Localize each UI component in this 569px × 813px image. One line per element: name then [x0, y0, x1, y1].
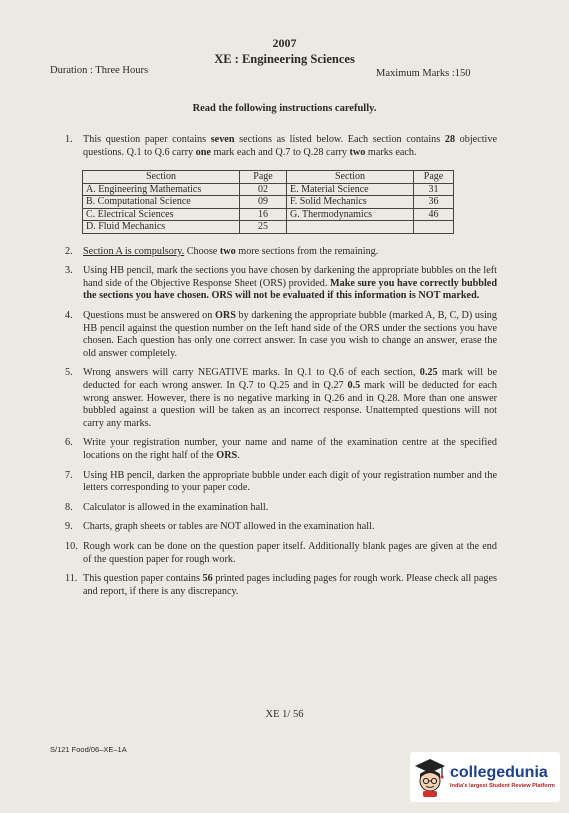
instruction-11: 11. This question paper contains 56 printed pages including pages for rough work. Please check all pages and report, if there is any discrepancy. — [65, 573, 497, 597]
table-cell: 09 — [240, 196, 287, 209]
table-cell: C. Electrical Sciences — [83, 208, 240, 221]
table-header: Section — [287, 171, 414, 184]
collegedunia-watermark — [410, 752, 560, 802]
table-cell: 31 — [414, 183, 454, 196]
sections-table — [82, 170, 454, 234]
brand-tagline: India's largest Student Review Platform — [450, 783, 555, 789]
table-row — [83, 208, 454, 221]
table-cell — [287, 221, 414, 234]
exam-subject: XE : Engineering Sciences — [214, 52, 355, 66]
instruction-5: 5. Wrong answers will carry NEGATIVE marks. In Q.1 to Q.6 of each section, 0.25 mark will be deducted for each wrong answer. In Q.7 to Q.25 and in Q.27 0.5 mark will be deducted for each wrong answer. However, there is no negative marking in Q.26 and in Q.28. More than one answer bubbled against a question will be taken as an incorrect response. Unattempted questions will not carry any marks. — [65, 367, 497, 429]
table-header: Page — [240, 171, 287, 184]
instruction-7: 7. Using HB pencil, darken the appropriate bubble under each digit of your registration number and the letters corresponding to your paper code. — [65, 469, 497, 494]
table-row — [83, 183, 454, 196]
page-number: XE 1/ 56 — [265, 709, 304, 720]
table-cell: D. Fluid Mechanics — [83, 221, 240, 234]
student-mascot-icon — [413, 756, 447, 798]
table-cell: 16 — [240, 208, 287, 221]
instructions-list — [65, 134, 497, 605]
exam-year: 2007 — [272, 36, 297, 50]
table-cell: 02 — [240, 183, 287, 196]
instruction-9: 9. Charts, graph sheets or tables are NOT allowed in the examination hall. — [65, 521, 375, 533]
print-code: S/121 Food/06–XE–1A — [50, 745, 127, 754]
exam-duration: Duration : Three Hours — [50, 65, 149, 76]
instruction-1: 1. This question paper contains seven sections as listed below. Each section contains 28 objective questions. Q.1 to Q.6 carry one mark each and Q.7 to Q.28 carry two marks each. — [65, 134, 497, 158]
table-header-row — [83, 171, 454, 184]
table-row — [83, 196, 454, 209]
table-cell: 36 — [414, 196, 454, 209]
maximum-marks: Maximum Marks :150 — [376, 68, 471, 79]
table-cell — [414, 221, 454, 234]
table-row — [83, 221, 454, 234]
instruction-8: 8. Calculator is allowed in the examination hall. — [65, 501, 269, 513]
table-cell: F. Solid Mechanics — [287, 196, 414, 209]
instructions-heading: Read the following instructions carefully. — [192, 103, 377, 114]
table-header: Section — [83, 171, 240, 184]
table-cell: 46 — [414, 208, 454, 221]
instruction-2: 2. Section A is compulsory. Choose two more sections from the remaining. — [65, 245, 379, 257]
sections-table-wrapper — [65, 163, 497, 234]
brand-name: collegedunia — [450, 764, 548, 781]
table-cell: E. Material Science — [287, 183, 414, 196]
table-cell: B. Computational Science — [83, 196, 240, 209]
instruction-4: 4. Questions must be answered on ORS by darkening the appropriate bubble (marked A, B, C, D) using HB pencil against the question number on the left hand side of the ORS under the sections you have chosen. Each question has only one correct answer. In case you wish to change an answer, erase the old answer completely. — [65, 310, 497, 359]
table-cell: A. Engineering Mathematics — [83, 183, 240, 196]
table-header: Page — [414, 171, 454, 184]
table-cell: 25 — [240, 221, 287, 234]
table-cell: G. Thermodynamics — [287, 208, 414, 221]
instruction-10: 10. Rough work can be done on the question paper itself. Additionally blank pages are given at the end of the question paper for rough work. — [65, 540, 497, 565]
instruction-3: 3. Using HB pencil, mark the sections you have chosen by darkening the appropriate bubbles on the left hand side of the Objective Response Sheet (ORS) provided. Make sure you have correctly bubbled the sections you have chosen. ORS will not be evaluated if this information is NOT marked. — [65, 265, 497, 302]
instruction-6: 6. Write your registration number, your name and name of the examination centre at the specified locations on the right half of the ORS. — [65, 437, 497, 461]
